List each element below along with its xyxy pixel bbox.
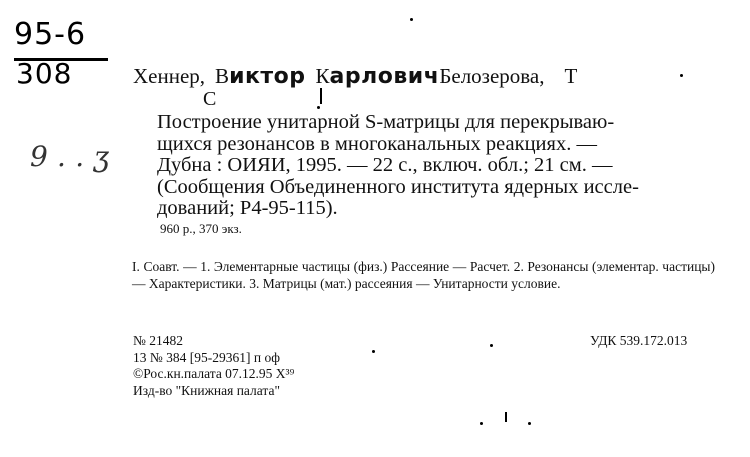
ink-dot [680, 74, 683, 77]
handwritten-tick [320, 88, 322, 104]
title-line: Построение унитарной S-матрицы для перекрываю- [157, 111, 615, 133]
publisher-line: Изд-во "Книжная палата" [133, 382, 280, 398]
bibliographic-description [157, 112, 717, 220]
author-patronymic-initial: К [315, 64, 330, 88]
title-line: Дубна : ОИЯИ, 1995. — 22 с., включ. обл.; 21 см. — [157, 154, 613, 176]
call-number-line1: 95-6 [14, 17, 87, 52]
ink-dot [317, 106, 320, 109]
ink-mark [505, 412, 507, 422]
call-number-line2: 308 [16, 57, 73, 90]
price-copies: 960 р., 370 экз. [160, 221, 242, 236]
handwritten-note: 9 ․ ․ ʒ [30, 140, 110, 173]
ink-dot [480, 422, 483, 425]
coauthor-initial: Т [564, 64, 578, 88]
author-heading [133, 64, 577, 89]
author-first-initial: В [215, 64, 230, 88]
title-line: (Сообщения Объединенного института ядерных иссле- [157, 175, 639, 198]
ink-dot [410, 18, 413, 21]
record-meta [133, 333, 294, 399]
order-line: 13 № 384 [95-29361] п оф [133, 349, 280, 365]
author-patronymic-handwritten: арлович [329, 64, 440, 89]
author-first-name-handwritten: иктор [229, 64, 306, 89]
author-surname: Хеннер, [133, 64, 206, 88]
title-line: щихся резонансов в многоканальных реакциях. — [157, 132, 597, 155]
coauthor-surname: Белозерова, [439, 64, 545, 88]
author-second-initial: С [203, 88, 217, 110]
udk-code: УДК 539.172.013 [590, 333, 688, 348]
subject-tracings: I. Соавт. — 1. Элементарные частицы (физ.) Рассеяние — Расчет. 2. Резонансы (элементар. частицы) — Характеристики. 3. Матрицы (мат.) рассеяния — Унитарности условие. [132, 259, 715, 291]
ink-dot [490, 344, 493, 347]
ink-dot [528, 422, 531, 425]
ink-dot [372, 350, 375, 353]
record-number: № 21482 [133, 333, 184, 348]
copyright-line: ©Рос.кн.палата 07.12.95 Х³⁹ [133, 366, 295, 381]
title-line: дований; Р4-95-115). [157, 197, 338, 219]
